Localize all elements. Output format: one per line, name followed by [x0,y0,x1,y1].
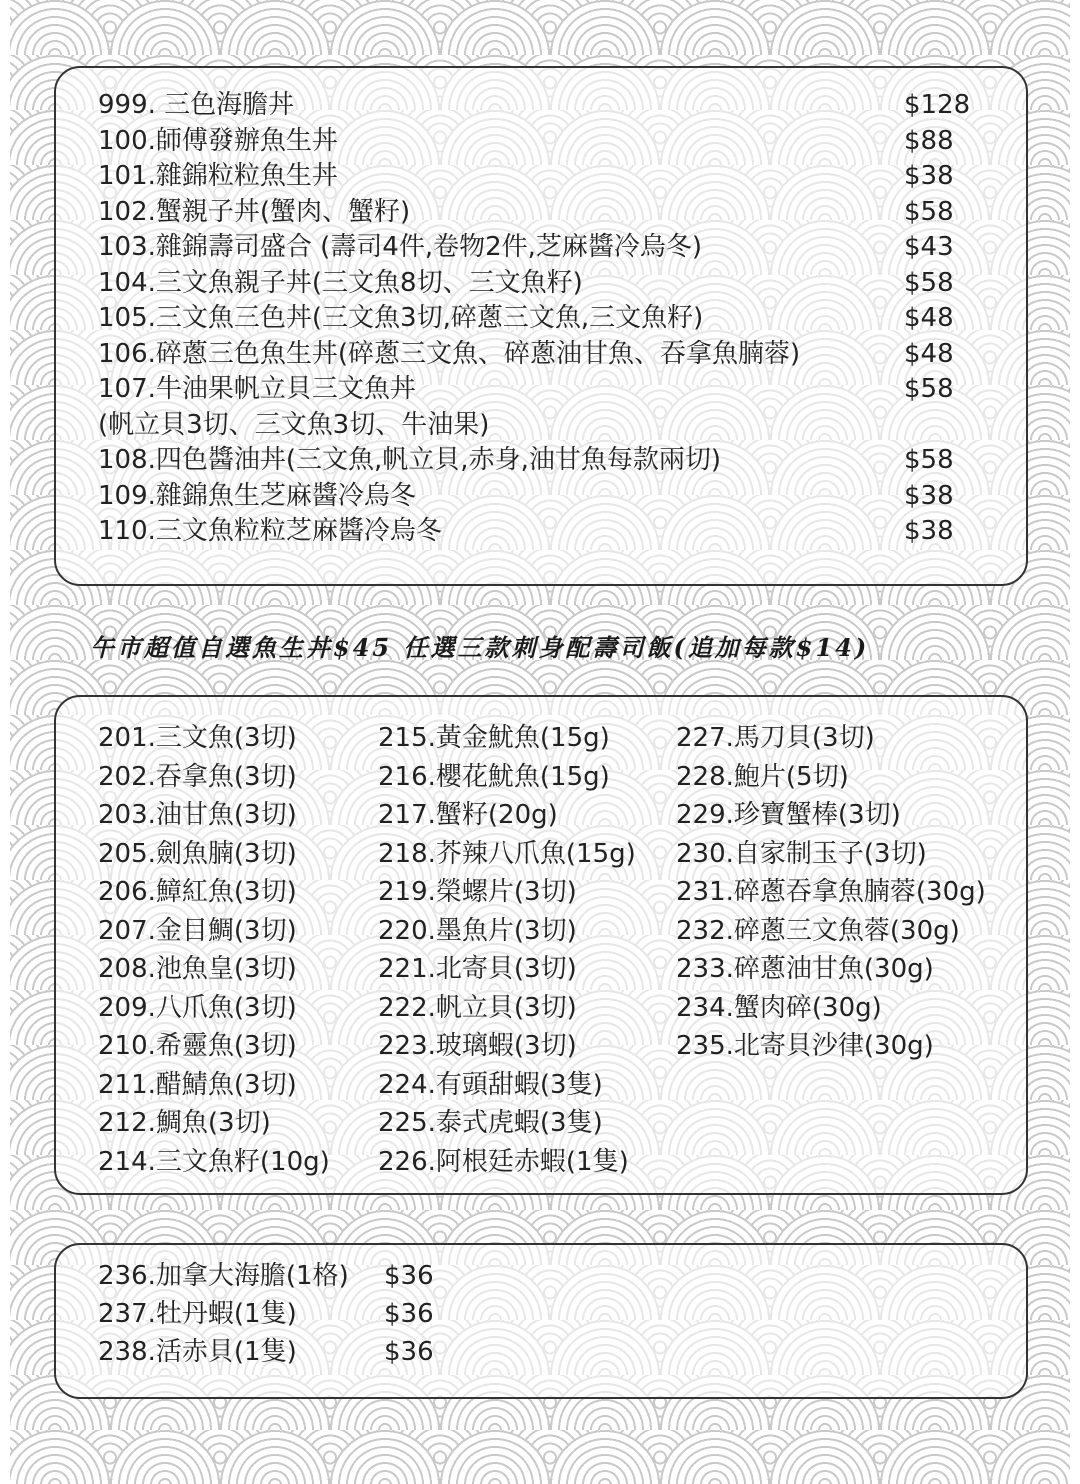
item-price: $48 [904,338,954,369]
list-item: 222.帆立貝(3切) [378,992,577,1023]
item-price: $43 [904,232,954,262]
item-price: $58 [904,196,954,227]
sashimi-column-1 [98,719,330,1181]
page-edge-right [1070,0,1080,1484]
item-name: 236.加拿大海膽(1格) [98,1261,349,1291]
item-name: 101.雜錦粒粒魚生丼 [98,161,338,191]
item-price: $38 [904,161,954,191]
sashimi-choice-panel [54,695,1028,1195]
list-item: 227.馬刀貝(3切) [676,723,875,753]
item-name: 108.四色醬油丼(三文魚,帆立貝,赤身,油甘魚每款兩切) [98,445,721,475]
item-name: (帆立貝3切、三文魚3切、牛油果) [98,409,490,440]
list-item: 230.自家制玉子(3切) [676,838,927,869]
list-item: 226.阿根廷赤蝦(1隻) [378,1146,629,1177]
list-item: 235.北寄貝沙律(30g) [676,1031,934,1061]
list-item: 224.有頭甜蝦(3隻) [378,1069,603,1100]
list-item: 231.碎蔥吞拿魚腩蓉(30g) [676,877,986,907]
item-name: 103.雜錦壽司盛合 (壽司4件,卷物2件,芝麻醬冷烏冬) [98,232,703,262]
list-item: 233.碎蔥油甘魚(30g) [676,954,934,984]
item-price: $128 [904,90,971,120]
sashimi-column-3 [676,719,986,1066]
list-item: 206.鱆紅魚(3切) [98,877,297,907]
list-item: 223.玻璃蝦(3切) [378,1031,577,1061]
item-price: $38 [904,480,954,511]
list-item: 205.劍魚腩(3切) [98,838,297,869]
item-name: 999. 三色海膽丼 [98,90,295,120]
donburi-menu-panel [54,66,1028,586]
list-item: 229.珍寶蟹棒(3切) [676,800,901,830]
item-name: 107.牛油果帆立貝三文魚丼 [98,374,416,404]
item-price: $38 [904,516,954,546]
item-price: $58 [904,445,954,475]
list-item: 221.北寄貝(3切) [378,954,577,984]
list-item: 211.醋鯖魚(3切) [98,1069,297,1100]
list-item: 201.三文魚(3切) [98,723,297,753]
list-item: 234.蟹肉碎(30g) [676,992,882,1023]
list-item: 217.蟹籽(20g) [378,800,558,830]
list-item: 209.八爪魚(3切) [98,992,297,1023]
item-name: 238.活赤貝(1隻) [98,1337,297,1367]
list-item: 228.鮑片(5切) [676,761,849,792]
list-item: 208.池魚皇(3切) [98,954,297,984]
list-item: 210.希靈魚(3切) [98,1031,297,1061]
list-item: 218.芥辣八爪魚(15g) [378,838,636,869]
list-item: 220.墨魚片(3切) [378,915,577,946]
item-name: 100.師傅發辦魚生丼 [98,125,338,156]
sashimi-column-2 [378,719,636,1181]
menu-item [98,1295,434,1333]
list-item: 219.榮螺片(3切) [378,877,577,907]
item-price: $58 [904,267,954,298]
item-name: 104.三文魚親子丼(三文魚8切、三文魚籽) [98,267,583,298]
premium-items-panel [54,1243,1028,1399]
list-item: 232.碎蔥三文魚蓉(30g) [676,915,960,946]
item-name: 102.蟹親子丼(蟹肉、蟹籽) [98,196,411,227]
list-item: 212.鯛魚(3切) [98,1108,271,1138]
list-item: 216.櫻花魷魚(15g) [378,761,610,792]
item-name: 105.三文魚三色丼(三文魚3切,碎蔥三文魚,三文魚籽) [98,303,704,333]
lunch-promo-heading: 午市超值自選魚生丼$45 任選三款刺身配壽司飯(追加每款$14) [90,633,870,662]
item-price: $36 [384,1261,434,1291]
menu-item [98,1257,434,1295]
page-edge-left [0,0,10,1484]
item-price: $88 [904,125,954,156]
item-price: $36 [384,1337,434,1367]
list-item: 207.金目鯛(3切) [98,915,297,946]
list-item: 203.油甘魚(3切) [98,800,297,830]
item-price: $48 [904,303,954,333]
item-name: 106.碎蔥三色魚生丼(碎蔥三文魚、碎蔥油甘魚、吞拿魚腩蓉) [98,338,801,369]
item-price: $36 [384,1299,434,1329]
list-item: 225.泰式虎蝦(3隻) [378,1108,603,1138]
menu-item [98,1333,434,1371]
list-item: 214.三文魚籽(10g) [98,1146,330,1177]
list-item: 202.吞拿魚(3切) [98,761,297,792]
item-price: $58 [904,374,954,404]
item-name: 109.雜錦魚生芝麻醬冷烏冬 [98,480,416,511]
list-item: 215.黃金魷魚(15g) [378,723,610,753]
item-name: 110.三文魚粒粒芝麻醬冷烏冬 [98,516,442,546]
item-name: 237.牡丹蝦(1隻) [98,1299,297,1329]
